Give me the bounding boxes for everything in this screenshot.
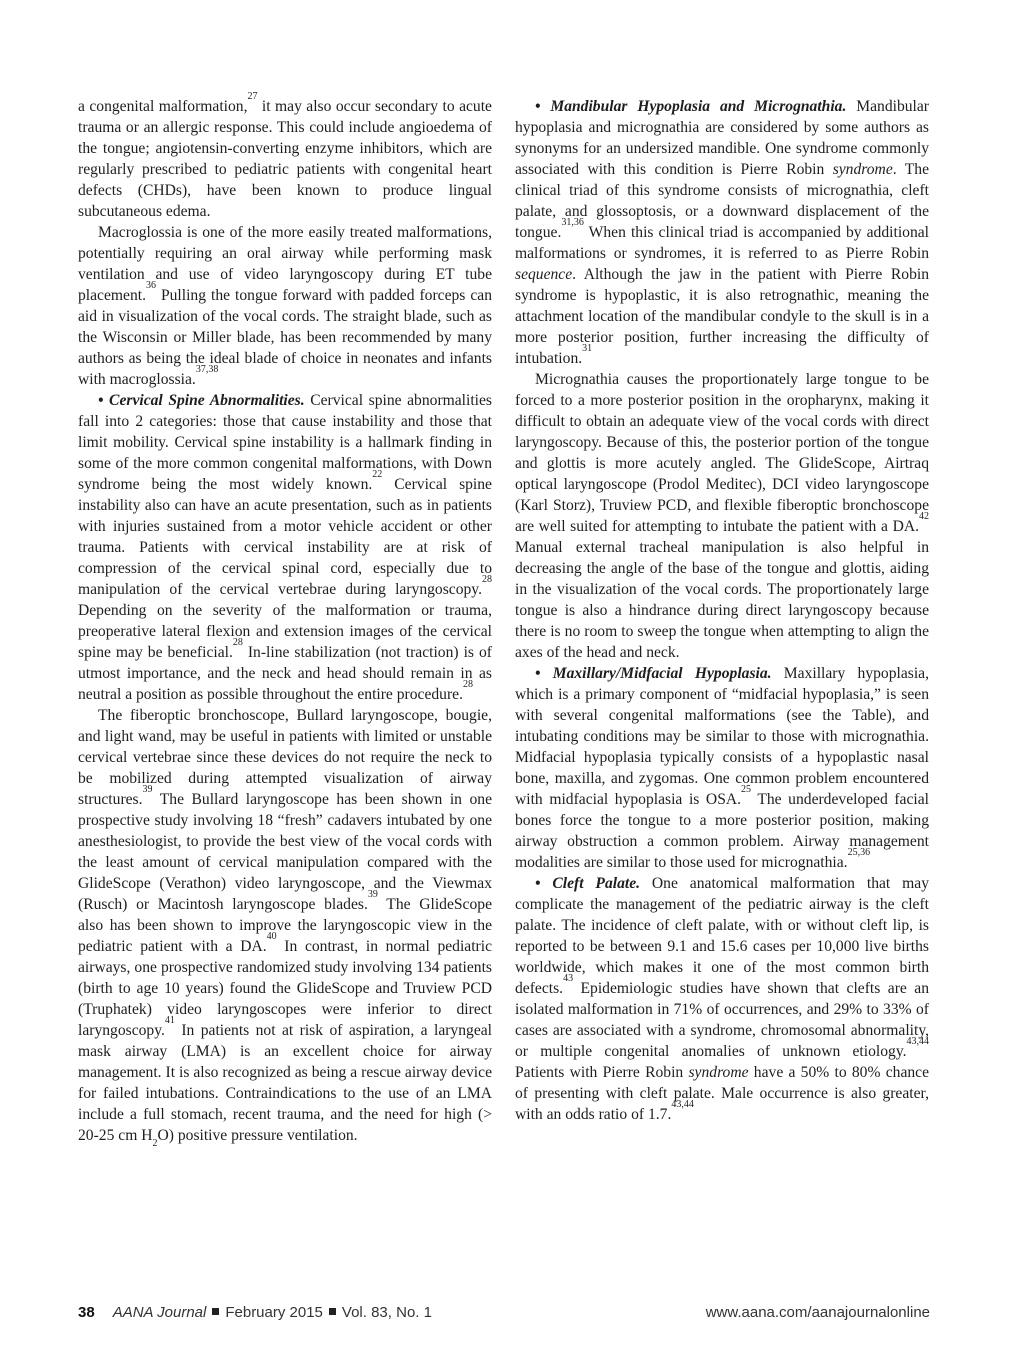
citation: 28 [482, 574, 492, 585]
page-number: 38 [78, 1304, 95, 1321]
issue-date: February 2015 [225, 1304, 323, 1321]
citation: 28 [462, 679, 473, 690]
body-text: Mandibular hypoplasia and micrognathia are considered by some authors as synonyms for an undersized mandible. One syndrome commonly associated with this condition is Pierre Robin [515, 98, 929, 178]
citation: 40 [266, 931, 277, 942]
body-text: In-line stabilization (not traction) is of utmost importance, and the neck and head should remain in as neutral a position as possible throughout the entire procedure. [78, 644, 492, 703]
body-text: Manual external tracheal manipulation is also helpful in decreasing the angle of the base of the tongue and glottis, aiding in the visualization of the vocal cords. The proportionately large tongue is also a hindrance during direct laryngoscopy because there is no room to sweep the tongue when attempting to align the axes of the head and neck. [515, 539, 929, 661]
citation: 43 [563, 973, 574, 984]
body-text: Depending on the severity of the malformation or trauma, preoperative lateral flexion and extension images of the cervical spine may be beneficial. [78, 602, 492, 661]
body-text: The GlideScope also has been shown to improve the laryngoscopic view in the pediatric patient with a DA. [78, 896, 492, 955]
body-text: In patients not at risk of aspiration, a laryngeal mask airway (LMA) is an excellent choice for airway management. It is also recognized as being a rescue airway device for failed intubations. Contraindications to the use of an LMA include a full stomach, recent trauma, and the need for high (> 20-25 cm H [78, 1022, 492, 1144]
body-text: . The clinical triad of this syndrome consists of micrognathia, cleft palate, and glossoptosis, or a downward displacement of the tongue. [515, 161, 929, 241]
citation: 25 [741, 784, 752, 795]
paragraph-cervical-spine [78, 390, 492, 705]
section-heading-maxillary: • Maxillary/Midfacial Hypoplasia. [535, 665, 772, 682]
body-text: Micrognathia causes the proportionately large tongue to be forced to a more posterior position in the oropharynx, making it difficult to obtain an adequate view of the vocal cords with direct laryngoscopy. Because of this, the posterior portion of the tongue and glottis is more acutely angled. The GlideScope, Airtraq optical laryngoscope (Prodol Meditec), DCI video laryngoscope (Karl Storz), Truview PCD, and flexible fiberoptic bronchoscope are well suited for attempting to intubate the patient with a DA. [515, 371, 929, 535]
journal-name: AANA Journal [112, 1304, 207, 1321]
body-text: Epidemiologic studies have shown that clefts are an isolated malformation in 71% of occurrences, and 29% to 33% of cases are associated with a syndrome, chromosomal abnormality, or multiple congenital anomalies of unknown etiology. [515, 980, 929, 1060]
citation: 43,44 [906, 1036, 929, 1047]
body-text: O) positive pressure ventilation. [157, 1127, 358, 1144]
citation: 41 [164, 1015, 175, 1026]
citation: 36 [145, 280, 156, 291]
body-text: The underdeveloped facial bones force the tongue to a more posterior position, making airway obstruction a common problem. Airway management modalities are similar to those used for micrognathia. [515, 791, 929, 871]
journal-url-link[interactable]: www.aana.com/aanajournalonline [705, 1304, 930, 1321]
citation: 25,36 [847, 847, 871, 858]
body-text: Cervical spine instability also can have an acute presentation, such as in patients with injuries sustained from a motor vehicle accident or other trauma. Patients with cervical instability are at risk of compression of the cervical spinal cord, especially due to manipulation of the cervical vertebrae during laryngoscopy. [78, 476, 492, 598]
emphasis: syndrome [688, 1064, 749, 1081]
right-column [515, 96, 929, 1125]
body-text: . Although the jaw in the patient with Pierre Robin syndrome is hypoplastic, it is also retrognathic, meaning the attachment location of the mandibular condyle to the skull is in a more posterior position, further increasing the difficulty of intubation. [515, 266, 929, 367]
citation: 27 [247, 91, 258, 102]
section-heading-cervical-spine: • Cervical Spine Abnormalities. [98, 392, 305, 409]
body-text: Cervical spine abnormalities fall into 2 categories: those that cause instability and those that limit mobility. Cervical spine instability is a hallmark finding in some of the more common congenital malformations, with Down syndrome being the most widely known. [78, 392, 493, 493]
citation: 28 [232, 637, 243, 648]
emphasis: sequence [515, 266, 573, 283]
citation: 22 [372, 469, 383, 480]
body-text: The Bullard laryngoscope has been shown in one prospective study involving 18 “fresh” cadavers intubated by one anesthesiologist, to provide the best view of the vocal cords with the least amount of cervical manipulation compared with the GlideScope (Verathon) video laryngoscope, and the Viewmax (Rusch) or Macintosh laryngoscope blades. [78, 791, 492, 913]
square-bullet-icon [212, 1308, 219, 1315]
volume-issue: Vol. 83, No. 1 [341, 1304, 432, 1321]
page-footer [78, 1304, 930, 1326]
body-text: Maxillary hypoplasia, which is a primary component of “midfacial hypoplasia,” is seen with several congenital malformations (see the Table), and intubating conditions may be similar to those with micrognathia. Midfacial hypoplasia typically consists of a hypoplastic nasal bone, maxilla, and zygomas. One common problem encountered with midfacial hypoplasia is OSA. [515, 665, 929, 808]
citation: 43,44 [671, 1099, 694, 1110]
citation: 31 [582, 343, 593, 354]
body-text: In contrast, in normal pediatric airways, one prospective randomized study involving 134 patients (birth to age 10 years) found the GlideScope and Truview PCD (Truphatek) video laryngoscopes were inferior to direct laryngoscopy. [78, 938, 493, 1039]
citation: 39 [142, 784, 153, 795]
citation: 31,36 [561, 217, 584, 228]
body-text: The fiberoptic bronchoscope, Bullard laryngoscope, bougie, and light wand, may be useful in patients with limited or unstable cervical vertebrae since these devices do not require the neck to be mobilized during attempted visualization of airway structures. [78, 707, 492, 808]
body-text: One anatomical malformation that may complicate the management of the pediatric airway is the cleft palate. The incidence of cleft palate, with or without cleft lip, is reported to be between 9.1 and 15.6 cases per 10,000 live births worldwide, which makes it one of the most common birth defects. [515, 875, 929, 997]
left-column [78, 91, 493, 1149]
body-text: Pulling the tongue forward with padded forceps can aid in visualization of the vocal cords. The straight blade, such as the Wisconsin or Miller blade, has been recommended by many authors as being the ideal blade of choice in neonates and infants with macroglossia. [78, 287, 492, 388]
body-text: When this clinical triad is accompanied by additional malformations or syndromes, it is referred to as Pierre Robin [515, 224, 929, 262]
paragraph-angioedema [78, 91, 492, 222]
subscript: 2 [152, 1138, 158, 1149]
paragraph-micrognathia [515, 369, 929, 663]
paragraph-maxillary-hypoplasia [515, 663, 929, 873]
citation: 37,38 [195, 364, 219, 375]
body-text: Patients with Pierre Robin [515, 1064, 689, 1081]
emphasis: syndrome [832, 161, 893, 178]
paragraph-macroglossia [78, 222, 492, 390]
paragraph-cleft-palate [515, 873, 929, 1125]
square-bullet-icon [329, 1308, 336, 1315]
body-text: it may also occur secondary to acute trauma or an allergic response. This could include angioedema of the tongue; angiotensin-converting enzyme inhibitors, which are regularly prescribed to pediatric patients with congenital heart defects (CHDs), have been known to produce lingual subcutaneous edema. [78, 98, 492, 220]
section-heading-cleft-palate: • Cleft Palate. [535, 875, 641, 892]
body-text: Macroglossia is one of the more easily treated malformations, potentially requiring an oral airway while performing mask ventilation and use of video laryngoscopy during ET tube placement. [78, 224, 492, 304]
paragraph-devices [78, 705, 493, 1149]
citation: 39 [367, 889, 378, 900]
citation: 42 [919, 511, 929, 522]
section-heading-mandibular: • Mandibular Hypoplasia and Micrognathia. [535, 98, 847, 115]
paragraph-mandibular-hypoplasia [515, 96, 929, 369]
body-text: have a 50% to 80% chance of presenting with cleft palate. Male occurrence is also greater, with an odds ratio of 1.7. [515, 1064, 929, 1123]
body-text: a congenital malformation, [78, 98, 248, 115]
